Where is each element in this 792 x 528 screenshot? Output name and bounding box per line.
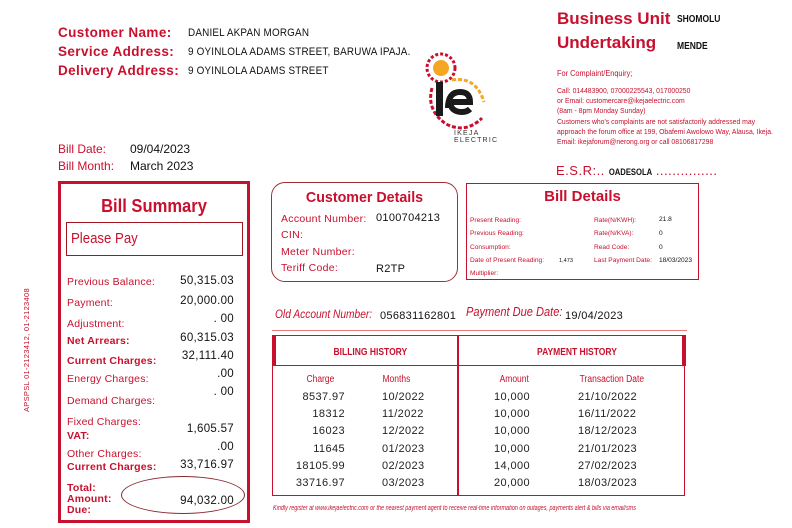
complaint-title: For Complaint/Enquiry; [557, 69, 633, 78]
read-code: 0 [659, 244, 663, 251]
customer-name: DANIEL AKPAN MORGAN [188, 27, 310, 39]
old-account-number: 056831162801 [380, 310, 457, 322]
rate-kva: 0 [659, 230, 663, 237]
payment-date-cell: 21/01/2023 [578, 442, 638, 455]
billing-charge-column [280, 389, 345, 492]
payment-due-date-label: Payment Due Date: [466, 304, 563, 319]
current-charges-value: 32,111.40 [181, 350, 234, 362]
payment-amount-cell: 10,000 [494, 391, 531, 403]
adjustment-value: . 00 [213, 313, 234, 325]
billing-charge-cell: 8537.97 [302, 391, 345, 403]
logo-text-ikeja: IKEJA [454, 130, 480, 137]
contact-line: Email: ikejaforum@nerong.org or call 08106817298 [557, 137, 714, 147]
contact-info [557, 86, 792, 147]
undertaking-label: Undertaking [557, 33, 657, 52]
adjustment-label: Adjustment: [67, 318, 125, 330]
logo-mark-icon [418, 48, 498, 133]
billing-charge-cell: 33716.97 [295, 477, 345, 490]
consumption-label: Consumption: [470, 244, 511, 251]
current-charges-total-value: 33,716.97 [180, 459, 234, 471]
business-unit-label: Business Unit [557, 9, 671, 28]
business-unit: SHOMOLU [677, 14, 721, 25]
present-reading-label: Present Reading: [470, 217, 521, 224]
meter-number-label: Meter Number: [281, 246, 355, 258]
bill-details-title: Bill Details [544, 188, 621, 205]
payment-date-cell: 21/10/2022 [578, 391, 638, 403]
contact-line: Customers who's complaints are not satisfactorily addressed may [557, 116, 756, 126]
bill-summary-title: Bill Summary [101, 196, 207, 216]
payment-amount-cell: 10,000 [494, 425, 531, 438]
bill-month-label: Bill Month: [58, 159, 115, 173]
divider [272, 330, 687, 331]
cin-label: CIN: [281, 229, 304, 241]
fixed-charges-label: Fixed Charges: [67, 416, 141, 428]
esr-field [556, 163, 718, 178]
total-label-line: Due: [67, 504, 92, 516]
billing-charge-cell: 18105.99 [295, 459, 345, 472]
total-label-line: Total: [67, 482, 96, 494]
fixed-charges-value: 1,605.57 [186, 423, 234, 435]
billing-month-column [382, 389, 425, 492]
billing-month-cell: 03/2023 [382, 477, 425, 490]
contact-line: approach the forum office at 199, Obafemi Awolowo Way, Alausa, Ikeja. [557, 126, 773, 136]
customer-name-label: Customer Name: [58, 25, 172, 40]
payment-col-date: Transaction Date [579, 374, 645, 385]
billing-month-cell: 01/2023 [382, 442, 425, 455]
logo-text-electric: ELECTRIC [454, 137, 499, 144]
vat-label: VAT: [67, 430, 90, 442]
date-present-reading: 1,473 [559, 258, 573, 264]
previous-reading-label: Previous Reading: [470, 230, 524, 237]
payment-amount-cell: 20,000 [494, 477, 531, 490]
payment-date-column [578, 389, 637, 492]
delivery-address-label: Delivery Address: [58, 63, 180, 78]
delivery-address: 9 OYINLOLA ADAMS STREET [188, 65, 329, 77]
billing-charge-cell: 16023 [312, 425, 345, 438]
previous-balance-value: 50,315.03 [180, 275, 234, 287]
esr-label: E.S.R:.. [556, 163, 605, 178]
read-code-label: Read Code: [594, 244, 630, 251]
other-charges-label: Other Charges: [67, 448, 142, 460]
side-reference-text: APSPSL 01-2123412, 01-2123408 [22, 288, 31, 412]
payment-amount-cell: 10,000 [494, 408, 531, 421]
rate-kwh-label: Rate(N/KWH): [594, 217, 637, 224]
last-payment-date: 18/03/2023 [659, 257, 693, 264]
contact-line: Call: 014483900, 07000225543, 017000250 [557, 86, 691, 95]
billing-charge-cell: 18312 [312, 408, 345, 421]
payment-history-title: PAYMENT HISTORY [537, 347, 617, 358]
billing-month-cell: 12/2022 [382, 425, 425, 438]
tariff-code-label: Teriff Code: [281, 262, 339, 274]
account-number: 0100704213 [376, 212, 441, 224]
ikeja-electric-logo [418, 48, 498, 148]
multiplier-label: Multiplier: [470, 270, 499, 277]
billing-month-cell: 10/2022 [382, 391, 425, 403]
demand-charges-label: Demand Charges: [67, 395, 156, 407]
history-accent-right [682, 335, 686, 366]
billing-history-title: BILLING HISTORY [333, 347, 408, 358]
contact-line: or Email: customercare@ikejaelectric.com [557, 96, 685, 106]
history-column-divider [457, 335, 459, 496]
payment-amount-column [494, 389, 530, 492]
energy-charges-value: .00 [217, 368, 234, 380]
payment-date-cell: 27/02/2023 [578, 459, 638, 472]
customer-details-title: Customer Details [305, 189, 424, 206]
tariff-code: R2TP [376, 263, 406, 275]
history-accent-left [272, 335, 276, 366]
payment-label: Payment: [67, 297, 113, 309]
billing-month-cell: 11/2022 [382, 408, 424, 421]
current-charges-label: Current Charges: [67, 355, 157, 367]
payment-due-date: 19/04/2023 [565, 310, 624, 322]
bill-month: March 2023 [130, 159, 194, 173]
undertaking: MENDE [677, 41, 708, 52]
payment-date-cell: 18/12/2023 [578, 425, 638, 438]
bill-date: 09/04/2023 [130, 142, 191, 156]
account-number-label: Account Number: [281, 213, 367, 225]
current-charges-total-label: Current Charges: [67, 461, 157, 473]
date-present-reading-label: Date of Present Reading: [470, 257, 545, 264]
net-arrears-label: Net Arrears: [67, 335, 130, 347]
contact-line: (8am - 8pm Monday Sunday) [557, 106, 646, 116]
history-header-divider [272, 365, 685, 366]
service-address: 9 OYINLOLA ADAMS STREET, BARUWA IPAJA. [188, 46, 411, 58]
service-address-label: Service Address: [58, 44, 175, 59]
rate-kwh: 21.8 [659, 216, 672, 223]
please-pay-label: Please Pay [71, 230, 138, 247]
total-amount-due-value: 94,032.00 [180, 495, 234, 507]
bill-date-label: Bill Date: [58, 142, 107, 156]
previous-balance-label: Previous Balance: [67, 276, 156, 288]
footer-notice: Kindly register at www.ikejaelectric.com or the nearest payment agent to receive real-time information on outages, payments alert & bills via email/sms [273, 505, 636, 512]
rate-kva-label: Rate(N/KVA): [594, 230, 634, 237]
payment-value: 20,000.00 [180, 295, 234, 307]
please-pay-box [66, 222, 243, 256]
billing-col-months: Months [382, 374, 411, 385]
billing-month-cell: 02/2023 [382, 459, 425, 472]
old-account-label: Old Account Number: [275, 307, 373, 321]
billing-charge-cell: 11645 [313, 442, 345, 455]
payment-date-cell: 16/11/2022 [578, 408, 637, 421]
other-charges-value: .00 [217, 441, 234, 453]
energy-charges-label: Energy Charges: [67, 373, 149, 385]
billing-col-charge: Charge [306, 374, 335, 385]
payment-amount-cell: 14,000 [494, 459, 531, 472]
payment-amount-cell: 10,000 [494, 442, 531, 455]
net-arrears-value: 60,315.03 [180, 332, 234, 344]
total-amount-due-label [67, 483, 112, 516]
last-payment-date-label: Last Payment Date: [594, 257, 652, 264]
esr-dots: ............... [655, 163, 718, 178]
total-label-line: Amount: [67, 493, 112, 505]
demand-charges-value: . 00 [213, 386, 234, 398]
payment-col-amount: Amount [499, 374, 529, 385]
payment-date-cell: 18/03/2023 [578, 477, 638, 490]
esr-name: OADESOLA [608, 167, 652, 177]
